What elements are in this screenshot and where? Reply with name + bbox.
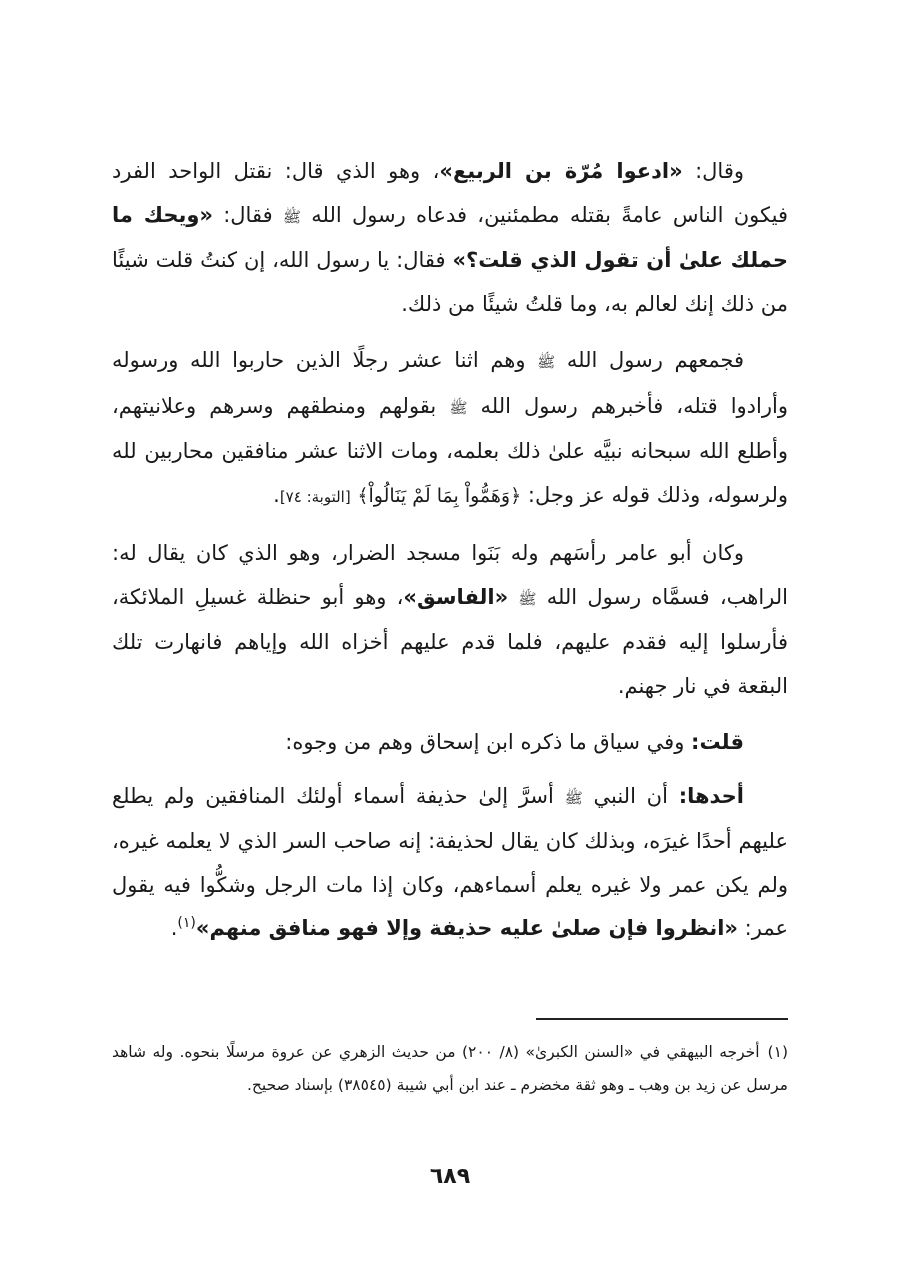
text-segment: وكان أبو عامر رأسَهم وله بَنَوا مسجد الضرار، وهو الذي كان يقال له: الراهب، فسمَّاه رسول الله bbox=[112, 541, 788, 609]
text-segment: . bbox=[170, 916, 178, 940]
paragraph-2 bbox=[112, 339, 788, 519]
text-segment: أن النبي bbox=[582, 783, 679, 808]
salawat-symbol: ﷺ bbox=[449, 398, 468, 417]
paragraph-3 bbox=[112, 532, 788, 708]
paragraph-4 bbox=[112, 721, 788, 765]
paragraph-1 bbox=[112, 150, 788, 326]
hadith-quote-bold: «انظروا فإن صلىٰ عليه حذيفة وإلا فهو منافق منهم» bbox=[195, 916, 738, 940]
text-segment: أسرَّ إلىٰ حذيفة أسماء أولئك المنافقين ولم يطلع عليهم أحدًا غيرَه، وبذلك كان يقال لحذيفة: إنه صاحب السر الذي لا يعلمه غيره، ولم يكن عمر ولا غيره يعلم أسماءهم، وكان إذا مات الرجل وشكُّوا فيه يقول عمر: bbox=[112, 783, 788, 940]
salawat-symbol: ﷺ bbox=[282, 207, 301, 226]
hadith-quote-bold: «الفاسق» bbox=[403, 584, 509, 609]
salawat-symbol: ﷺ bbox=[518, 589, 537, 608]
text-segment: وفي سياق ما ذكره ابن إسحاق وهم من وجوه: bbox=[285, 730, 692, 754]
surah-reference: [التوبة: ٧٤] bbox=[279, 487, 351, 506]
text-segment: ، وهو أبو حنظلة غسيلِ الملائكة، فأرسلوا إليه فقدم عليهم، فلما قدم عليهم أخزاه الله وإياهم فانهارت تلك البقعة في نار جهنم. bbox=[112, 584, 788, 698]
text-segment bbox=[508, 585, 518, 609]
text-segment: وقال: bbox=[682, 159, 744, 183]
lead-word-bold: أحدها: bbox=[678, 783, 744, 808]
footnote-text: أخرجه البيهقي في «السنن الكبرىٰ» (٨/ ٢٠٠) من حديث الزهري عن عروة مرسلًا بنحوه. وله شاهد مرسل عن زيد بن وهب ـ وهو ثقة مخضرم ـ عند ابن أبي شيبة (٣٨٥٤٥) بإسناد صحيح. bbox=[112, 1043, 788, 1094]
footnote-divider bbox=[536, 1018, 788, 1020]
text-segment: ، وهو الذي قال: نقتل الواحد الفرد فيكون الناس عامةً بقتله مطمئنين، فدعاه رسول الله bbox=[112, 159, 788, 227]
footnote-number: (١) bbox=[767, 1043, 788, 1061]
paragraph-5 bbox=[112, 775, 788, 951]
text-segment: . bbox=[273, 482, 280, 507]
hadith-quote-bold: «ادعوا مُرّة بن الربيع» bbox=[439, 159, 683, 183]
page-number: ٦٨٩ bbox=[429, 1164, 471, 1189]
quran-verse: ﴿وَهَمُّواْ بِمَا لَمْ يَنَالُواْ﴾ bbox=[357, 484, 522, 507]
hadith-quote-bold: «ويحك ما حملك علىٰ أن تقول الذي قلت؟» bbox=[112, 202, 788, 272]
text-segment: فقال: bbox=[212, 202, 283, 227]
footnote bbox=[112, 1036, 788, 1102]
text-segment: وهم اثنا عشر رجلًا الذين حاربوا الله ورسوله وأرادوا قتله، فأخبرهم رسول الله bbox=[112, 348, 788, 418]
lead-word-bold: قلت: bbox=[691, 730, 744, 754]
page-body bbox=[112, 150, 788, 961]
footnote-reference[interactable]: (١) bbox=[177, 915, 196, 931]
text-segment: بقولهم ومنطقهم وسرهم وعلانيتهم، وأطلع الله سبحانه نبيَّه علىٰ ذلك بعلمه، ومات الاثنا عشر منافقين محاربين لله ولرسوله، وذلك قوله عز وجل: bbox=[112, 393, 788, 507]
salawat-symbol: ﷺ bbox=[537, 353, 556, 371]
salawat-symbol: ﷺ bbox=[564, 788, 583, 807]
text-segment: فجمعهم رسول الله bbox=[555, 348, 744, 372]
text-segment: فقال: يا رسول الله، إن كنتُ قلت شيئًا من ذلك إنك لعالم به، وما قلتُ شيئًا من ذلك. bbox=[112, 248, 788, 316]
